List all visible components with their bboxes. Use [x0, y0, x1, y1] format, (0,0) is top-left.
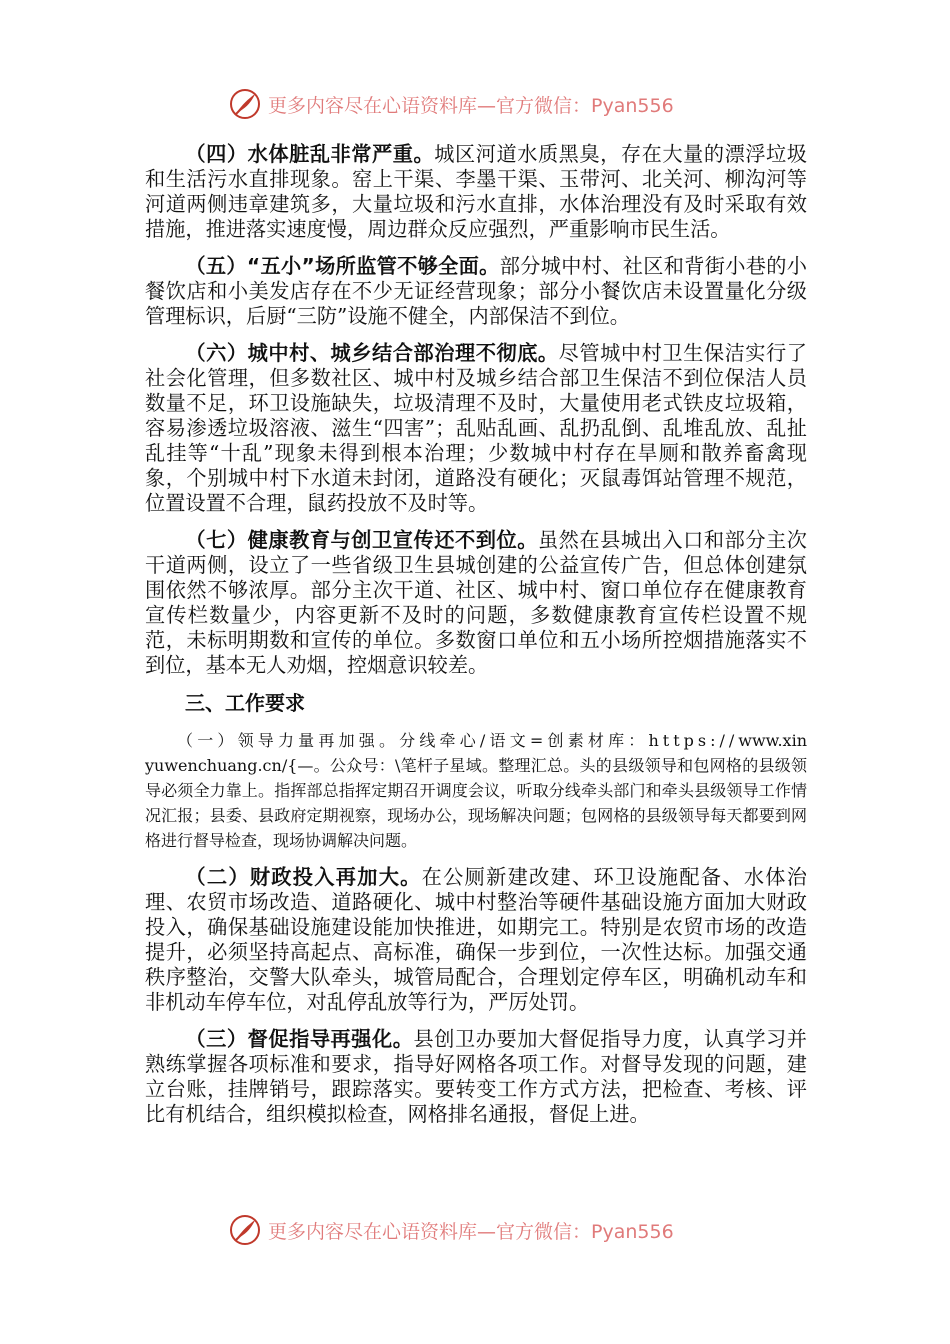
paragraph-heading: （四）水体脏乱非常严重。 [185, 142, 435, 166]
paragraph-text: 县创卫办要加大督促指导力度，认真学习并熟练掌握各项标准和要求，指导好网格各项工作。对督导发现的问题，建立台账，挂牌销号，跟踪落实。要转变工作方式方法，把检查、考核、评比有机结合，组织模拟检查，网格排名通报，督促上进。 [145, 1027, 807, 1126]
watermark-text: 更多内容尽在心语资料库—官方微信：Pyan556 [268, 1220, 674, 1243]
paragraph-5 [145, 254, 807, 329]
requirement-1-text: www.xinyuwenchuang.cn/{—。公众号：\笔杆子星域。整理汇总。头的县级领导和包网格的县级领导必须全力靠上。指挥部总指挥定期召开调度会议，听取分线牵头部门和牵头县级领导工作情况汇报；县委、县政府定期视察，现场办公，现场解决问题；包网格的县级领导每天都要到网格进行督导检查，现场协调解决问题。 [145, 731, 807, 850]
paragraph-text: 城区河道水质黑臭，存在大量的漂浮垃圾和生活污水直排现象。窑上干渠、李墨干渠、玉带河、北关河、柳沟河等河道两侧违章建筑多，大量垃圾和污水直排，水体治理没有及时采取有效措施，推进落实速度慢，周边群众反应强烈，严重影响市民生活。 [145, 142, 807, 241]
watermark-banner-bottom [228, 1212, 748, 1248]
paragraph-heading: （二）财政投入再加大。 [185, 865, 422, 889]
paragraph-heading: （三）督促指导再强化。 [185, 1027, 414, 1051]
requirement-1 [145, 728, 807, 853]
document-body [145, 142, 807, 1139]
watermark-text: 更多内容尽在心语资料库—官方微信：Pyan556 [268, 94, 674, 117]
requirement-1-lead: （一）领导力量再加强。分线牵心/语文=创素材库：https:// [177, 731, 739, 750]
paragraph-heading: （五）“五小”场所监管不够全面。 [185, 254, 500, 278]
paragraph-text: 在公厕新建改建、环卫设施配备、水体治理、农贸市场改造、道路硬化、城中村整治等硬件基础设施方面加大财政投入，确保基础设施建设能加快推进，如期完工。特别是农贸市场的改造提升，必须坚持高起点、高标准，确保一步到位，一次性达标。加强交通秩序整治，交警大队牵头，城管局配合，合理划定停车区，明确机动车和非机动车停车位，对乱停乱放等行为，严厉处罚。 [145, 865, 807, 1014]
feather-logo-icon [228, 87, 262, 121]
paragraph-7 [145, 528, 807, 678]
requirement-3 [145, 1027, 807, 1127]
paragraph-text: 虽然在县城出入口和部分主次干道两侧，设立了一些省级卫生县城创建的公益宣传广告，但总体创建氛围依然不够浓厚。部分主次干道、社区、城中村、窗口单位存在健康教育宣传栏数量少，内容更新不及时的问题，多数健康教育宣传栏设置不规范，未标明期数和宣传的单位。多数窗口单位和五小场所控烟措施落实不到位，基本无人劝烟，控烟意识较差。 [145, 528, 807, 677]
paragraph-text: 部分城中村、社区和背街小巷的小餐饮店和小美发店存在不少无证经营现象；部分小餐饮店未设置量化分级管理标识，后厨“三防”设施不健全，内部保洁不到位。 [145, 254, 807, 328]
requirement-2 [145, 865, 807, 1015]
paragraph-heading: （六）城中村、城乡结合部治理不彻底。 [185, 341, 559, 365]
paragraph-4 [145, 142, 807, 242]
paragraph-text: 尽管城中村卫生保洁实行了社会化管理，但多数社区、城中村及城乡结合部卫生保洁不到位保洁人员数量不足，环卫设施缺失，垃圾清理不及时，大量使用老式铁皮垃圾箱，容易渗透垃圾溶液、滋生“四害”；乱贴乱画、乱扔乱倒、乱堆乱放、乱扯乱挂等“十乱”现象未得到根本治理；少数城中村存在旱厕和散养畜禽现象，个别城中村下水道未封闭，道路没有硬化；灭鼠毒饵站管理不规范，位置设置不合理，鼠药投放不及时等。 [145, 341, 807, 515]
section-title: 三、工作要求 [185, 691, 305, 715]
paragraph-6 [145, 341, 807, 516]
paragraph-heading: （七）健康教育与创卫宣传还不到位。 [185, 528, 538, 552]
watermark-banner-top [228, 86, 748, 122]
feather-logo-icon [228, 1213, 262, 1247]
